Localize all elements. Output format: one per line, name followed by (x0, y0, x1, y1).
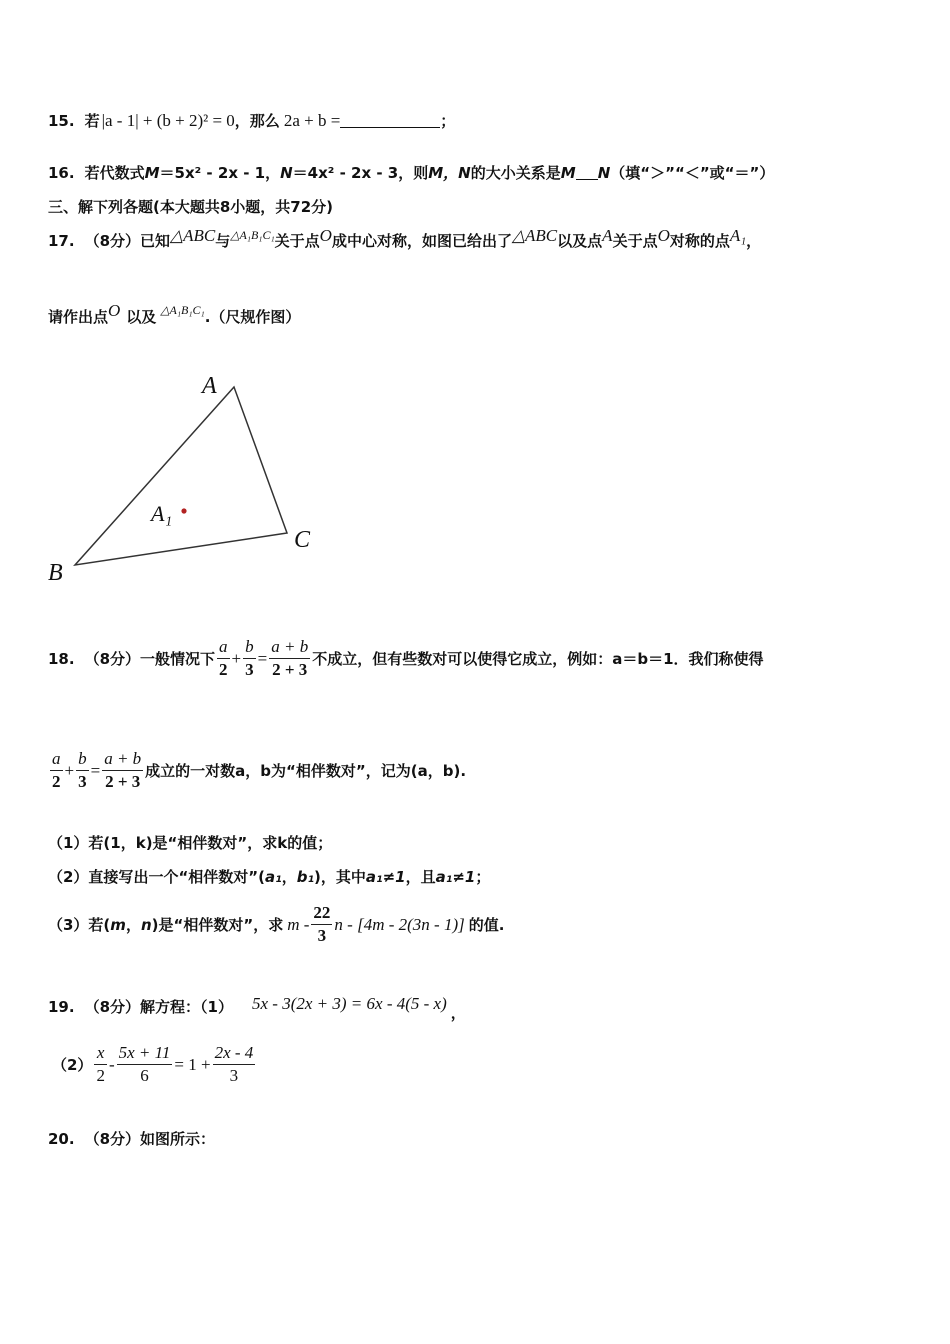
q19-fraction-x-2: $\frac{x}{2}$ (96, 1043, 105, 1085)
q17-point-o-2: O (657, 225, 670, 245)
q19-eq1: 5x - 3(2x + 3) = 6x - 4(5 - x) (252, 993, 447, 1013)
q15-prefix: 若 (84, 112, 100, 130)
label-a1: A₁ (151, 501, 173, 526)
q17-number: 17. (48, 231, 75, 250)
q16-vars: M，N (428, 164, 471, 182)
q16-expr-m: ＝5x² - 2x - 1， (159, 164, 281, 182)
q15-answer-blank[interactable] (340, 113, 440, 128)
q17-point-a1: A₁ (729, 225, 747, 245)
q18-part3: （3）若( m ， n )是“相伴数对”，求 m - $\frac{22}{3}$ n - [4m - 2(3n - 1)] 的值. (48, 903, 505, 945)
q15-end: ； (440, 112, 456, 130)
q17-text1: 关于点 (274, 232, 320, 250)
question-16 (48, 162, 774, 183)
q18-number: 18. (48, 649, 75, 668)
q18-fraction-sum-b: $\frac{a + b}{2 + 3}$ (104, 749, 142, 791)
q19-equation-1 (252, 984, 466, 1023)
q17-triangle-abc-2: △ABC (511, 225, 558, 245)
q17-point-o: O (319, 225, 332, 245)
q18-part1: （1）若(1，k)是“相伴数对”，求k的值； (48, 834, 333, 852)
q16-var-m2: M (560, 163, 576, 182)
point-a1-dot (181, 508, 186, 513)
q18-text1: 不成立，但有些数对可以使得它成立，例如：a＝b＝1．我们称使得 (312, 650, 764, 668)
question-18: 18. （8分）一般情况下 $\frac{a}{2}$ + $\frac{b}{3}$ = $\frac{a + b}{2 + 3}$ 不成立，但有些数对可以使得它成立，例如：a＝b＝1．我们称使得 (48, 637, 764, 679)
q18-part2: （2）直接写出一个“相伴数对”( a₁ ， b₁ )，其中 a₁≠1 ，且 a₁≠1 ； (48, 867, 491, 886)
q19-fraction-2x4-3: $\frac{2x - 4}{3}$ (214, 1043, 254, 1085)
q15-equation: |a - 1| + (b + 2)² = 0 (101, 110, 235, 130)
q17-text2: 成中心对称，如图已给出了 (331, 232, 512, 250)
q17-line2-end: .（尺规作图） (204, 308, 301, 326)
q16-expr-n: ＝4x² - 2x - 3，则 (292, 164, 429, 182)
question-18-line2: $\frac{a}{2}$ + $\frac{b}{3}$ = $\frac{a + b}{2 + 3}$ 成立的一对数a，b为“相伴数对”，记为(a，b). (52, 749, 467, 791)
q19-equation-2 (52, 1042, 257, 1087)
q17-text4: 关于点 (612, 232, 658, 250)
q20-text: （8分）如图所示： (84, 1130, 216, 1148)
q19-eq-one: = 1 + (174, 1054, 211, 1074)
q17-triangle-figure (40, 365, 340, 590)
q19-minus: - (108, 1054, 115, 1074)
label-a: A (202, 373, 217, 399)
q18-p3-end: 的值. (468, 916, 505, 934)
q18-text2: 成立的一对数a，b为“相伴数对”，记为(a，b). (145, 762, 467, 780)
q18-p3-expression: n - [4m - 2(3n - 1)] (334, 914, 465, 934)
q17-point-a: A (602, 225, 613, 245)
q16-var-m: M (144, 163, 160, 182)
question-15 (48, 110, 455, 131)
q18-fraction-a-2: $\frac{a}{2}$ (219, 637, 228, 679)
q18-fraction-a-2-b: $\frac{a}{2}$ (52, 749, 61, 791)
q17-triangle-a1b1c1-2: △A₁B₁C₁ (160, 303, 205, 317)
question-19 (48, 996, 233, 1017)
q17-with: 与 (215, 232, 231, 250)
section-3-title: 三、解下列各题(本大题共8小题，共72分) (48, 198, 334, 216)
q16-choice: （填“＞”“＜”或“＝”） (610, 164, 775, 182)
q15-mid: ，那么 (234, 112, 280, 130)
q18-fraction-sum: $\frac{a + b}{2 + 3}$ (271, 637, 309, 679)
q16-answer-blank[interactable] (576, 165, 598, 180)
q19-score: （8分）解方程：（1） (84, 998, 233, 1016)
q17-point-o-3: O (108, 300, 121, 320)
q19-p2-label: （2） (52, 1056, 93, 1074)
label-b: B (48, 560, 63, 586)
q17-text6: ， (746, 232, 762, 250)
q19-fraction-5x11-6: $\frac{5x + 11}{6}$ (118, 1043, 171, 1085)
question-20 (48, 1128, 215, 1149)
q17-score: （8分）已知 (84, 232, 171, 250)
q16-var-n2: N (597, 163, 611, 182)
q17-triangle-a1b1c1: △A₁B₁C₁ (230, 228, 275, 242)
q18-fraction-b-3-b: $\frac{b}{3}$ (78, 749, 87, 791)
question-17-line2 (48, 300, 301, 327)
q18-p3-m: m - (287, 914, 310, 934)
q20-number: 20. (48, 1129, 75, 1148)
q19-number: 19. (48, 997, 75, 1016)
q19-comma: ， (450, 1004, 466, 1022)
q18-score: （8分）一般情况下 (84, 650, 216, 668)
q18-fraction-b-3: $\frac{b}{3}$ (245, 637, 254, 679)
q17-text3: 以及点 (557, 232, 603, 250)
q17-text5: 对称的点 (669, 232, 730, 250)
q18-fraction-22-3: $\frac{22}{3}$ (313, 903, 331, 945)
q17-line2-text: 请作出点 (48, 308, 109, 326)
q16-var-n: N (280, 163, 293, 182)
q16-number: 16. (48, 163, 75, 182)
q15-number: 15. (48, 111, 75, 130)
question-17 (48, 225, 762, 251)
q17-triangle-abc: △ABC (170, 225, 216, 245)
q16-text: 若代数式 (84, 164, 145, 182)
q16-text2: 的大小关系是 (470, 164, 561, 182)
triangle-abc-shape (75, 387, 287, 565)
q17-line2-with: 以及 (126, 308, 157, 326)
label-c: C (294, 527, 311, 553)
q15-expression: 2a + b = (283, 110, 341, 130)
